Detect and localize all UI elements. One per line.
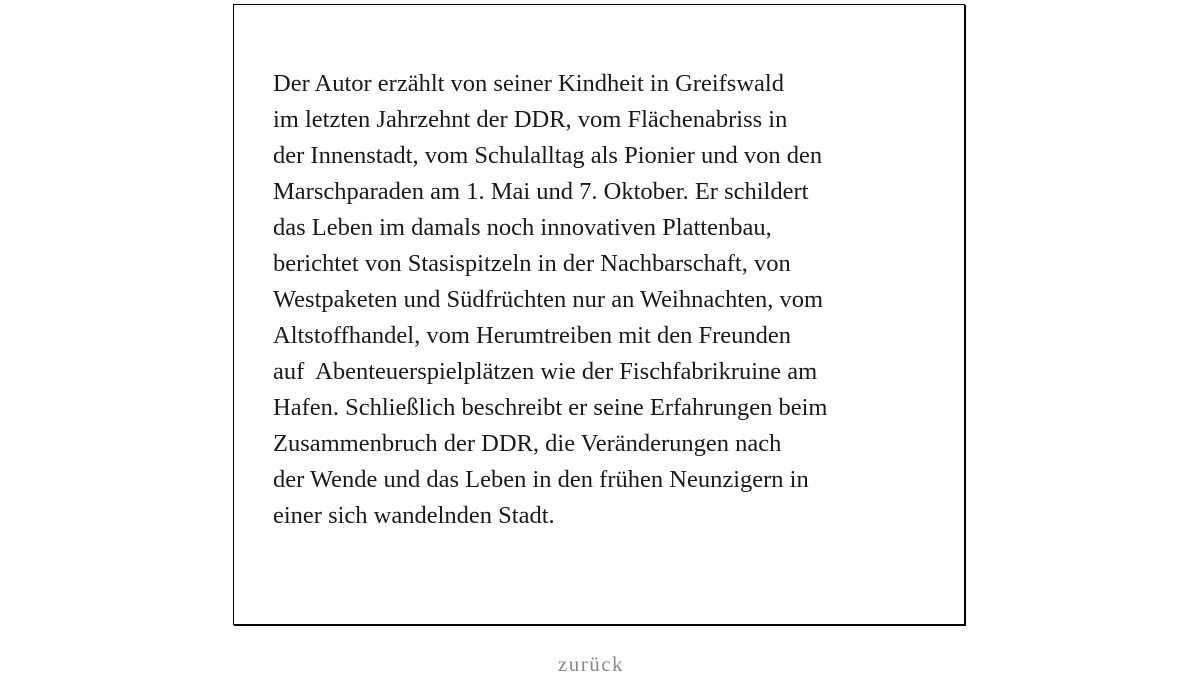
description-line: Marschparaden am 1. Mai und 7. Oktober. Er schildert: [273, 178, 809, 205]
description-line: Der Autor erzählt von seiner Kindheit in Greifswald: [273, 70, 784, 97]
description-line: Westpaketen und Südfrüchten nur an Weihnachten, vom: [273, 286, 824, 313]
description-line: der Wende und das Leben in den frühen Neunzigern in: [273, 466, 809, 493]
description-line: im letzten Jahrzehnt der DDR, vom Flächenabriss in: [273, 106, 788, 133]
description-line: Hafen. Schließlich beschreibt er seine Erfahrungen beim: [273, 394, 828, 421]
description-line: auf Abenteuerspielplätzen wie der Fischfabrikruine am: [273, 358, 818, 385]
back-link[interactable]: zurück: [557, 652, 625, 676]
description-line: das Leben im damals noch innovativen Plattenbau,: [273, 214, 772, 241]
book-description: [273, 66, 953, 534]
description-line: Zusammenbruch der DDR, die Veränderungen nach: [273, 430, 782, 457]
description-line: der Innenstadt, vom Schulalltag als Pionier und von den: [273, 142, 823, 169]
description-line: berichtet von Stasispitzeln in der Nachbarschaft, von: [273, 250, 791, 277]
description-box: [233, 4, 965, 625]
description-line: einer sich wandelnden Stadt.: [273, 502, 555, 529]
description-line: Altstoffhandel, vom Herumtreiben mit den Freunden: [273, 322, 792, 349]
